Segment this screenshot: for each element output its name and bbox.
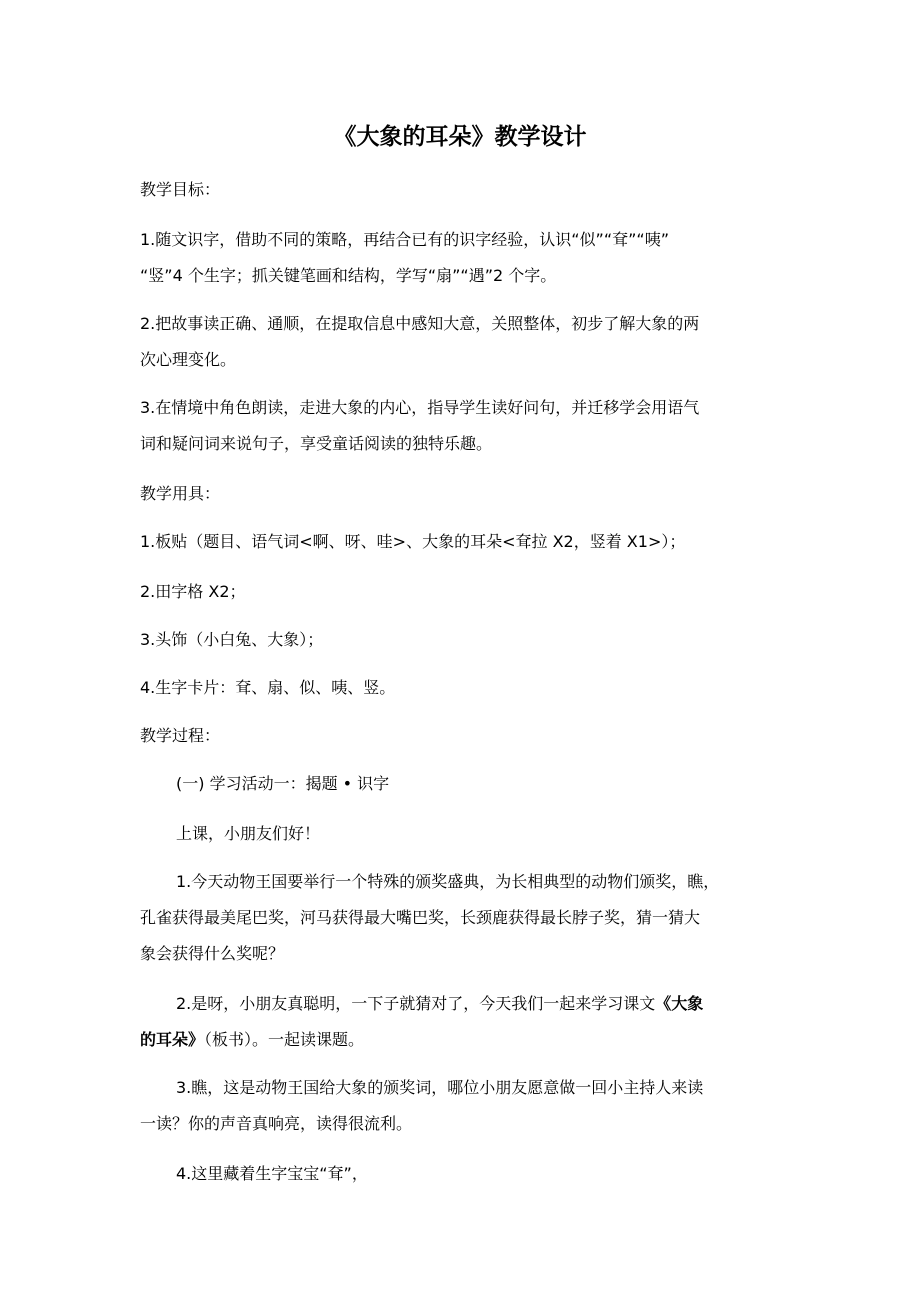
step-2-line-2 bbox=[140, 1022, 780, 1058]
objective-1-line-1: 1.随文识字，借助不同的策略，再结合已有的识字经验，认识“似”“耷”“咦” bbox=[140, 230, 670, 249]
objective-3-line-1: 3.在情境中角色朗读，走进大象的内心，指导学生读好问句，并迁移学会用语气 bbox=[140, 398, 700, 417]
step-4-line-1: 4.这里藏着生字宝宝“耷”， bbox=[176, 1164, 368, 1183]
tools-heading: 教学用具： bbox=[140, 484, 221, 503]
step-1-line-1: 1.今天动物王国要举行一个特殊的颁奖盛典，为长相典型的动物们颁奖，瞧， bbox=[176, 872, 720, 891]
tool-item-4: 4.生字卡片：耷、扇、似、咦、竖。 bbox=[140, 678, 396, 697]
process-heading: 教学过程： bbox=[140, 726, 221, 745]
tool-item-2: 2.田字格 X2； bbox=[140, 582, 246, 601]
step-2-title-part-1: 《大象 bbox=[655, 994, 704, 1013]
step-3-line-1: 3.瞧，这是动物王国给大象的颁奖词，哪位小朋友愿意做一回小主持人来读 bbox=[176, 1078, 704, 1097]
objective-2-line-2: 次心理变化。 bbox=[140, 350, 237, 369]
objective-item-1 bbox=[140, 222, 780, 294]
step-3 bbox=[140, 1070, 780, 1142]
step-2-title-part-2: 的耳朵》 bbox=[140, 1030, 205, 1049]
step-3-line-2: 一读？你的声音真响亮，读得很流利。 bbox=[140, 1114, 413, 1133]
step-2-line-2-text: （板书）。一起读课题。 bbox=[204, 1030, 365, 1049]
greeting: 上课，小朋友们好！ bbox=[176, 824, 321, 843]
objective-item-2 bbox=[140, 306, 780, 378]
objective-2-line-1: 2.把故事读正确、通顺，在提取信息中感知大意，关照整体，初步了解大象的两 bbox=[140, 314, 700, 333]
objective-item-3 bbox=[140, 390, 780, 462]
step-1 bbox=[140, 864, 780, 972]
activity-1-heading: (一) 学习活动一：揭题 • 识字 bbox=[176, 774, 390, 793]
step-4 bbox=[140, 1156, 780, 1192]
objective-3-line-2: 词和疑问词来说句子，享受童话阅读的独特乐趣。 bbox=[140, 434, 493, 453]
step-1-line-2: 孔雀获得最美尾巴奖，河马获得最大嘴巴奖，长颈鹿获得最长脖子奖，猜一猜大 bbox=[140, 908, 701, 927]
step-2-line-1 bbox=[140, 986, 780, 1022]
step-1-line-3: 象会获得什么奖呢？ bbox=[140, 944, 285, 963]
tool-item-3: 3.头饰（小白兔、大象）； bbox=[140, 630, 324, 649]
page-title: 《大象的耳朵》教学设计 bbox=[333, 124, 587, 150]
tool-item-1: 1.板贴（题目、语气词<啊、呀、哇>、大象的耳朵<耷拉 X2，竖着 X1>）； bbox=[140, 532, 686, 551]
objectives-heading: 教学目标： bbox=[140, 180, 221, 199]
step-2 bbox=[140, 986, 780, 1058]
step-2-line-1-text: 2.是呀，小朋友真聪明，一下子就猜对了，今天我们一起来学习课文 bbox=[176, 994, 656, 1013]
objective-1-line-2: “竖”4 个生字；抓关键笔画和结构，学写“扇”“遇”2 个字。 bbox=[140, 266, 557, 285]
